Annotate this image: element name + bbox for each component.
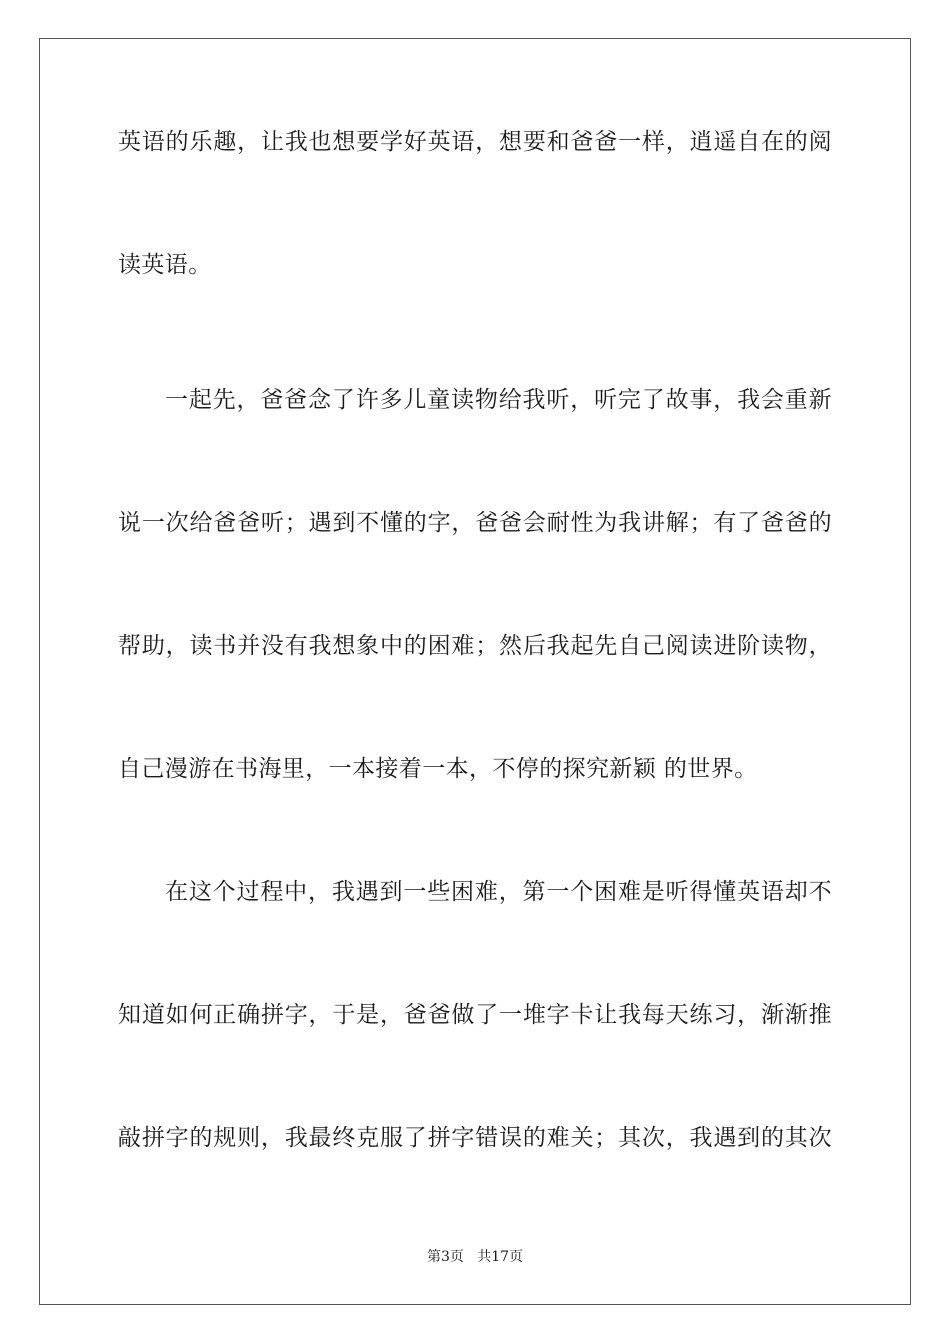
- page-number-footer: 第3页 共17页: [426, 1249, 524, 1265]
- text-line: 英语的乐趣，让我也想要学好英语，想要和爸爸一样，逍遥自在的阅: [118, 129, 832, 155]
- text-line: 知道如何正确拼字，于是，爸爸做了一堆字卡让我每天练习，渐渐推: [118, 1002, 832, 1028]
- paragraph-first-line: 一起先，爸爸念了许多儿童读物给我听，听完了故事，我会重新: [165, 387, 832, 413]
- text-line: 敲拼字的规则，我最终克服了拼字错误的难关；其次，我遇到的其次: [118, 1125, 832, 1151]
- text-line: 帮助，读书并没有我想象中的困难；然后我起先自己阅读进阶读物，: [118, 633, 832, 659]
- paragraph-first-line: 在这个过程中，我遇到一些困难，第一个困难是听得懂英语却不: [165, 879, 832, 905]
- page-border: [39, 38, 911, 1305]
- text-line: 说一次给爸爸听；遇到不懂的字，爸爸会耐性为我讲解；有了爸爸的: [118, 510, 832, 536]
- text-line: 读英语。: [118, 252, 212, 278]
- text-line: 自己漫游在书海里，一本接着一本，不停的探究新颖 的世界。: [118, 756, 758, 782]
